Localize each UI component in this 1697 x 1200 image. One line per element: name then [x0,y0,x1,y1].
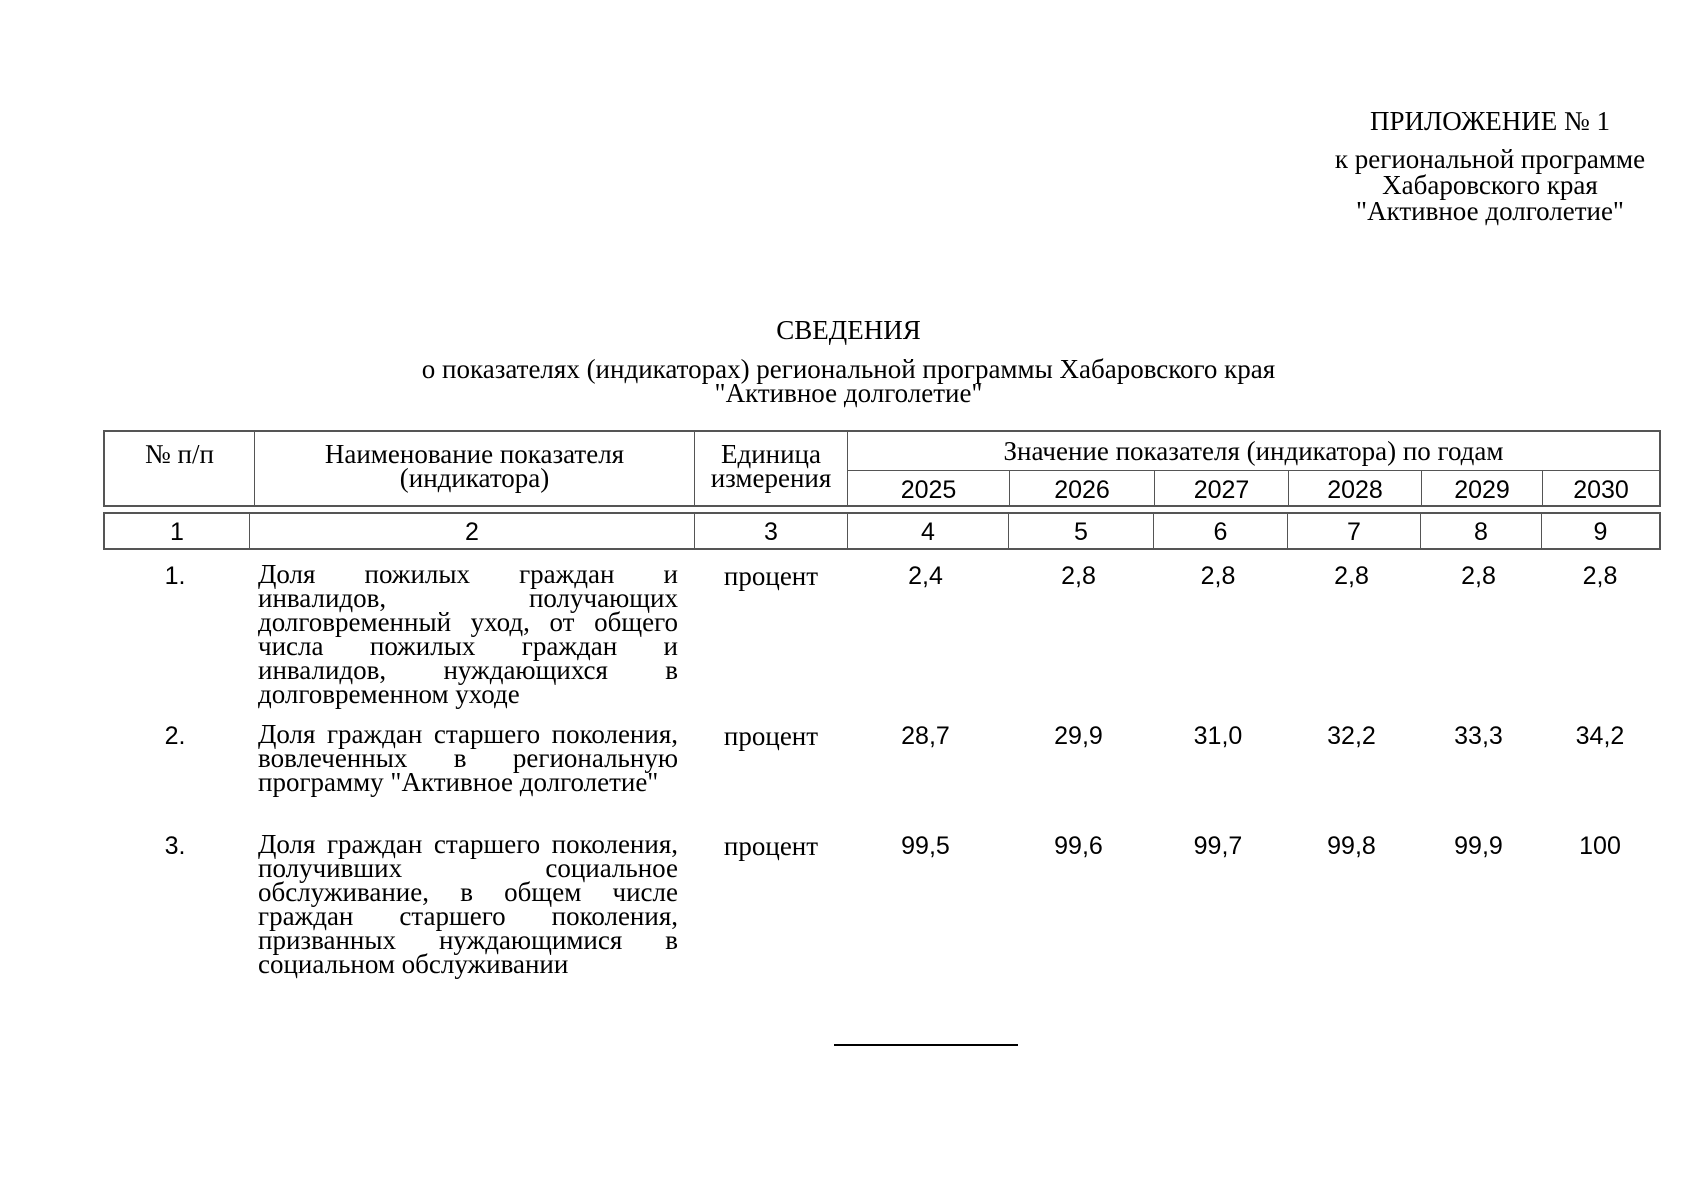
header-indicator-name: Наименование показателя (индикатора) [254,432,694,505]
row-unit: процент [723,561,819,591]
header-years [848,470,1659,505]
document-subtitle-line-2: "Активное долголетие" [714,378,983,408]
column-number: 4 [847,514,1008,548]
row-value-2030: 34,2 [1575,722,1625,750]
appendix-line-3: "Активное долголетие" [1356,196,1624,226]
header-values-title: Значение показателя (индикатора) по годам [1003,436,1504,466]
header-year: 2025 [900,476,957,504]
row-number: 1. [164,562,186,590]
column-number: 6 [1153,514,1287,548]
row-value-2025: 2,4 [908,562,943,590]
row-value-2025: 99,5 [901,832,950,860]
column-number: 8 [1420,514,1541,548]
header-year: 2030 [1542,471,1659,505]
appendix-line-2: Хабаровского края [1382,170,1598,200]
row-value-2027: 99,7 [1193,832,1243,860]
column-number: 7 [1287,514,1420,548]
row-unit: процент [723,831,819,861]
row-value-2028: 2,8 [1334,562,1369,590]
row-value-2026: 99,6 [1054,832,1103,860]
row-indicator-name: Доля пожилых граждан и инвалидов, получающих долговременный уход, от общего числа пожилых граждан и инвалидов, нуждающихся в долговременном уходе [258,559,678,709]
table-header [103,430,1661,507]
row-value-2029: 2,8 [1461,562,1496,590]
column-number: 1 [170,518,184,546]
row-value-2027: 31,0 [1193,722,1243,750]
row-number: 3. [164,832,186,860]
row-value-2026: 2,8 [1061,562,1096,590]
appendix-line-1: к региональной программе [1334,144,1646,174]
document-subtitle-line-1: о показателях (индикаторах) региональной программы Хабаровского края [421,354,1276,384]
column-number: 2 [249,514,694,548]
row-indicator-name: Доля граждан старшего поколения, получивших социальное обслуживание, в общем числе граждан старшего поколения, призванных нуждающимися в социальном обслуживании [258,829,678,979]
row-value-2028: 99,8 [1327,832,1376,860]
row-value-2025: 28,7 [901,722,950,750]
header-values-group [847,432,1659,505]
header-unit: Единица измерения [694,432,847,505]
header-year: 2026 [1009,471,1154,505]
document-title: СВЕДЕНИЯ [776,315,921,345]
appendix-block [1300,108,1680,224]
column-number: 9 [1541,514,1659,548]
row-indicator-name: Доля граждан старшего поколения, вовлеченных в региональную программу "Активное долголетие" [258,719,678,797]
column-numbers-row [103,512,1661,550]
header-year: 2027 [1154,471,1288,505]
row-value-2029: 33,3 [1454,722,1503,750]
row-value-2027: 2,8 [1200,562,1236,590]
end-rule [834,1044,1018,1046]
row-value-2030: 2,8 [1582,562,1618,590]
row-value-2029: 99,9 [1454,832,1503,860]
appendix-number: ПРИЛОЖЕНИЕ № 1 [1369,106,1611,136]
row-value-2026: 29,9 [1054,722,1103,750]
row-value-2030: 100 [1579,832,1621,860]
row-unit: процент [723,721,819,751]
header-year: 2029 [1421,471,1542,505]
header-year: 2028 [1288,471,1421,505]
column-number: 3 [694,514,847,548]
row-number: 2. [164,722,186,750]
header-number: № п/п [145,439,214,469]
row-value-2028: 32,2 [1327,722,1376,750]
column-number: 5 [1008,514,1153,548]
